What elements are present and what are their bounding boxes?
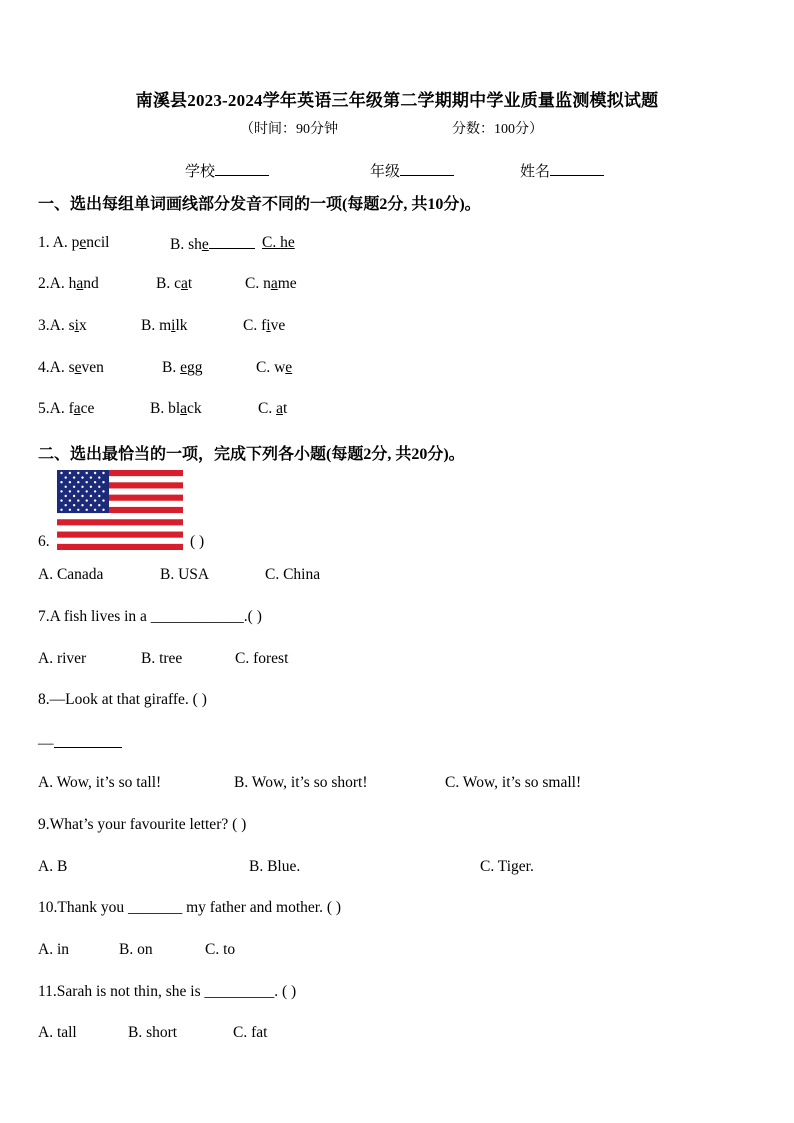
flag-star — [98, 486, 100, 488]
question-6-option-c[interactable]: C. China — [265, 566, 321, 583]
flag-star — [69, 499, 71, 501]
flag-star — [77, 509, 79, 511]
flag-star — [60, 499, 62, 501]
question-10-option-a[interactable]: A. in — [38, 941, 69, 958]
question-11-option-b[interactable]: B. short — [128, 1024, 178, 1041]
question-6-option-b[interactable]: B. USA — [160, 566, 210, 583]
flag-star — [60, 472, 62, 474]
flag-star — [73, 476, 75, 478]
flag-star — [81, 486, 83, 488]
question-6-paren[interactable]: ( ) — [190, 533, 205, 550]
flag-star — [77, 472, 79, 474]
flag-star — [60, 509, 62, 511]
flag-star — [73, 486, 75, 488]
name-label: 姓名 — [520, 164, 551, 180]
question-7-option-a[interactable]: A. river — [38, 650, 87, 667]
question-1-option-c: C. he — [262, 234, 295, 251]
flag-star — [69, 490, 71, 492]
exam-title: 南溪县2023-2024学年英语三年级第二学期期中学业质量监测模拟试题 — [135, 91, 659, 110]
question-8-reply: — — [38, 733, 122, 753]
flag-star — [102, 499, 104, 501]
flag-star — [81, 476, 83, 478]
question-9: 9.What’s your favourite letter? ( ) — [38, 816, 247, 833]
flag-star — [65, 486, 67, 488]
question-5-option-b: B. black — [150, 400, 202, 417]
question-6: 6. — [38, 533, 50, 550]
question-4: 4.A. seven — [38, 359, 104, 376]
flag-star — [86, 472, 88, 474]
question-3: 3.A. six — [38, 317, 87, 334]
flag-star — [102, 509, 104, 511]
flag-star — [73, 504, 75, 506]
question-8-option-a[interactable]: A. Wow, it’s so tall! — [38, 774, 162, 791]
flag-star — [86, 499, 88, 501]
flag-star — [86, 481, 88, 483]
question-9-option-b[interactable]: B. Blue. — [249, 858, 301, 875]
flag-star — [81, 495, 83, 497]
question-4-option-c: C. we — [256, 359, 293, 376]
flag-star — [102, 472, 104, 474]
question-9-option-a[interactable]: A. B — [38, 858, 68, 875]
flag-star — [98, 504, 100, 506]
flag-star — [77, 481, 79, 483]
flag-star — [86, 509, 88, 511]
flag-star — [90, 504, 92, 506]
flag-star — [102, 490, 104, 492]
question-4-option-b: B. egg — [162, 359, 203, 376]
question-10-option-c[interactable]: C. to — [205, 941, 236, 958]
flag-star — [69, 481, 71, 483]
name-blank[interactable] — [550, 161, 604, 176]
flag-red-stripe — [57, 532, 183, 538]
flag-star — [94, 481, 96, 483]
question-1: 1. A. pencil — [38, 234, 110, 251]
question-5: 5.A. face — [38, 400, 95, 417]
grade-field — [370, 160, 454, 181]
exam-time: （时间：90分钟 — [240, 122, 338, 137]
question-7-option-b[interactable]: B. tree — [141, 650, 183, 667]
flag-star — [77, 490, 79, 492]
flag-star — [77, 499, 79, 501]
flag-star — [65, 495, 67, 497]
question-8-blank[interactable] — [54, 733, 122, 748]
exam-score: 分数：100分） — [452, 122, 543, 137]
question-2-option-c: C. name — [245, 275, 297, 292]
flag-star — [94, 509, 96, 511]
question-10-option-b[interactable]: B. on — [119, 941, 153, 958]
question-1-option-b: B. she — [170, 234, 255, 254]
flag-star — [73, 495, 75, 497]
school-field — [185, 160, 269, 181]
flag-canton — [57, 470, 109, 513]
question-7-option-c[interactable]: C. forest — [235, 650, 289, 667]
question-6-option-a[interactable]: A. Canada — [38, 566, 104, 583]
name-field — [520, 160, 604, 181]
flag-star — [94, 499, 96, 501]
flag-red-stripe — [57, 544, 183, 550]
flag-star — [90, 476, 92, 478]
school-label: 学校 — [185, 164, 216, 180]
question-8-option-c[interactable]: C. Wow, it’s so small! — [445, 774, 582, 791]
flag-star — [98, 476, 100, 478]
question-9-option-c[interactable]: C. Tiger. — [480, 858, 534, 875]
flag-star — [86, 490, 88, 492]
section1-heading: 一、选出每组单词画线部分发音不同的一项(每题2分, 共10分)。 — [38, 196, 481, 213]
question-5-option-c: C. at — [258, 400, 288, 417]
usa-flag-image — [57, 470, 183, 550]
flag-star — [60, 481, 62, 483]
question-8: 8.—Look at that giraffe. ( ) — [38, 691, 207, 708]
flag-star — [94, 472, 96, 474]
question-11: 11.Sarah is not thin, she is _________. ( ) — [38, 983, 297, 1000]
flag-star — [60, 490, 62, 492]
section2-heading: 二、选出最恰当的一项，完成下列各小题(每题2分, 共20分)。 — [38, 446, 465, 463]
question-10: 10.Thank you _______ my father and mother. ( ) — [38, 899, 342, 916]
flag-star — [90, 486, 92, 488]
flag-star — [90, 495, 92, 497]
question-3-option-c: C. five — [243, 317, 286, 334]
question-2: 2.A. hand — [38, 275, 99, 292]
question-11-option-c[interactable]: C. fat — [233, 1024, 268, 1041]
question-3-option-b: B. milk — [141, 317, 188, 334]
flag-red-stripe — [57, 519, 183, 525]
flag-star — [102, 481, 104, 483]
flag-star — [69, 472, 71, 474]
school-blank[interactable] — [215, 161, 269, 176]
flag-star — [65, 476, 67, 478]
question-7: 7.A fish lives in a ____________.( ) — [38, 608, 262, 625]
question-11-option-a[interactable]: A. tall — [38, 1024, 77, 1041]
flag-star — [94, 490, 96, 492]
flag-star — [65, 504, 67, 506]
flag-star — [98, 495, 100, 497]
question-2-option-b: B. cat — [156, 275, 193, 292]
flag-star — [81, 504, 83, 506]
grade-label: 年级 — [370, 164, 401, 180]
flag-star — [69, 509, 71, 511]
grade-blank[interactable] — [400, 161, 454, 176]
question-8-option-b[interactable]: B. Wow, it’s so short! — [234, 774, 368, 791]
